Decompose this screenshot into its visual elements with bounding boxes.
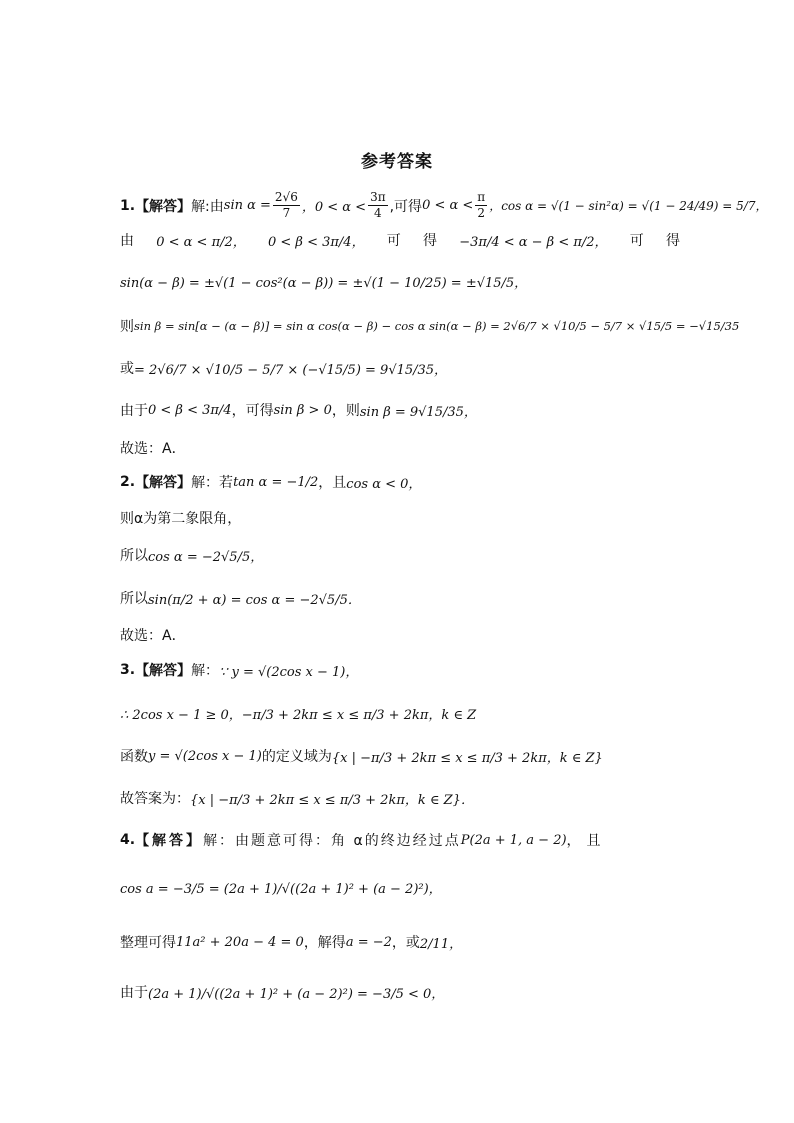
q4-line-1 xyxy=(120,830,680,850)
q1-l2-f: −3π/4 < α − β < π/2， xyxy=(459,234,608,250)
q1-text-2: ,可得 xyxy=(389,198,423,215)
q2-l1-m2: cos α < 0， xyxy=(346,476,422,492)
q2-line-3 xyxy=(120,545,680,565)
q2-l1-m: tan α = −1/2 xyxy=(233,474,319,490)
q3-l3-t: 函数 xyxy=(120,749,148,765)
q3-l1-t: 解： xyxy=(191,663,220,679)
q3-l3-m2: {x | −π/3 + 2kπ ≤ x ≤ π/3 + 2kπ，k ∈ Z} xyxy=(331,750,603,766)
q1-expr-l3: sin(α − β) = ±√(1 − cos²(α − β)) = ±√(1 − 10/25) = ±√15/5， xyxy=(120,276,528,291)
q1-l5-expr: = 2√6/7 × √10/5 − 5/7 × (−√15/5) = 9√15/35， xyxy=(134,362,448,378)
q3-line-3 xyxy=(120,746,680,766)
q1-l6-m2: sin β > 0 xyxy=(273,402,332,418)
q1-conclusion: 故选：A． xyxy=(120,441,186,457)
q2-l1-t: 解：若 xyxy=(191,475,234,491)
q1-l2-e: 得 xyxy=(423,233,438,249)
q2-l2: 则α为第二象限角， xyxy=(120,511,242,527)
q4-line-4 xyxy=(120,982,680,1002)
q1-l4-text: 则 xyxy=(120,319,134,335)
q1-l5-text: 或 xyxy=(120,361,134,377)
q4-l3-t2: ，解得 xyxy=(303,935,346,951)
q3-l3-m: y = √(2cos x − 1) xyxy=(148,748,262,764)
page-title: 参考答案 xyxy=(361,152,433,172)
q3-line-4 xyxy=(120,788,680,808)
q1-line-1 xyxy=(120,190,768,221)
q3-number: 3. xyxy=(120,662,136,678)
q4-l1-m: P(2a + 1, a − 2) xyxy=(460,832,567,848)
q1-line-7 xyxy=(120,438,680,458)
q1-l2-c: 0 < β < 3π/4， xyxy=(268,234,365,250)
q3-l3-t2: 的定义域为 xyxy=(261,749,332,765)
q1-l2-d: 可 xyxy=(386,233,401,249)
q1-l6-t1: 由于 xyxy=(120,403,148,419)
q2-number: 2. xyxy=(120,474,136,490)
q3-answer-label: 【解答】 xyxy=(135,663,192,679)
q2-l1-t2: ，且 xyxy=(318,475,347,491)
q1-line-5 xyxy=(120,358,680,378)
q4-l4-m: (2a + 1)/√((2a + 1)² + (a − 2)²) = −3/5 < 0， xyxy=(148,986,445,1002)
q3-line-1 xyxy=(120,660,680,680)
q1-l6-t2: ，可得 xyxy=(231,403,274,419)
q2-answer-label: 【解答】 xyxy=(135,475,192,491)
q2-l3-m: cos α = −2√5/5， xyxy=(148,549,264,565)
q1-line-2 xyxy=(120,230,680,250)
q4-answer-label: 【解答】 xyxy=(135,833,204,849)
q3-l2-m: ∴ 2cos x − 1 ≥ 0，−π/3 + 2kπ ≤ x ≤ π/3 + 2kπ，k ∈ Z xyxy=(120,708,477,723)
q1-answer-label: 【解答】 xyxy=(135,198,192,215)
q1-l6-t3: ，则 xyxy=(331,403,360,419)
q2-l4-m: sin(π/2 + α) = cos α = −2√5/5． xyxy=(148,592,361,608)
q3-l4-m: {x | −π/3 + 2kπ ≤ x ≤ π/3 + 2kπ，k ∈ Z}． xyxy=(190,792,474,808)
q1-l2-b: 0 < α < π/2， xyxy=(156,234,246,250)
q2-line-4 xyxy=(120,588,680,608)
q1-l2-h: 得 xyxy=(666,233,680,249)
q4-l3-t3: ，或 xyxy=(391,935,420,951)
q4-l3-m3: 2/11， xyxy=(419,936,463,952)
q1-line-4 xyxy=(120,316,740,336)
q1-expr-3: 0 < α < xyxy=(422,198,474,213)
q3-l4-t: 故答案为： xyxy=(120,791,190,807)
q1-line-3 xyxy=(120,272,680,291)
q1-l4-expr: sin β = sin[α − (α − β)] = sin α cos(α − β) − cos α sin(α − β) = 2√6/7 × √10/5 − 5/7 × √15/5 = −√15/35 xyxy=(134,319,740,333)
q1-frac-1: $\frac{2√6}{7}$ xyxy=(274,190,298,220)
q4-l3-t: 整理可得 xyxy=(120,935,176,951)
q4-line-2 xyxy=(120,878,680,897)
q4-l1-t: 解：由题意可得：角 α的终边经过点 xyxy=(203,833,461,849)
q1-expr-4: ，cos α = √(1 − sin²α) = √(1 − 24/49) = 5/7， xyxy=(489,199,768,213)
q1-frac-2: $\frac{3\pi}{4}$ xyxy=(370,190,386,220)
q2-line-1 xyxy=(120,472,680,492)
q3-line-2 xyxy=(120,704,680,723)
q4-l3-m2: a = −2 xyxy=(345,934,392,950)
q2-l3-t: 所以 xyxy=(120,548,148,564)
q2-l4-t: 所以 xyxy=(120,591,148,607)
q4-l2-m: cos a = −3/5 = (2a + 1)/√((2a + 1)² + (a − 2)²)， xyxy=(120,882,442,897)
q4-l4-t: 由于 xyxy=(120,985,148,1001)
q4-l1-t2: ，且 xyxy=(566,833,607,849)
q1-l6-m1: 0 < β < 3π/4 xyxy=(148,402,232,418)
q4-number: 4. xyxy=(120,832,136,848)
q1-l6-m3: sin β = 9√15/35， xyxy=(359,404,477,420)
q1-l2-a: 由 xyxy=(120,233,134,249)
q4-l3-m: 11a² + 20a − 4 = 0 xyxy=(176,934,304,950)
q1-expr-1: sin α = xyxy=(223,198,271,213)
q4-line-3 xyxy=(120,932,680,952)
q1-line-6 xyxy=(120,400,680,420)
q1-number: 1. xyxy=(120,197,136,214)
q2-conclusion: 故选：A． xyxy=(120,628,186,644)
q3-l1-m: ∵ y = √(2cos x − 1)， xyxy=(219,664,359,680)
q2-line-5 xyxy=(120,625,680,645)
q1-l2-g: 可 xyxy=(629,233,644,249)
q2-line-2 xyxy=(120,508,680,528)
q1-frac-3: $\frac{\pi}{2}$ xyxy=(477,190,486,220)
q1-text: 解:由 xyxy=(191,198,224,215)
q1-expr-2: ，0 < α < xyxy=(301,200,367,215)
